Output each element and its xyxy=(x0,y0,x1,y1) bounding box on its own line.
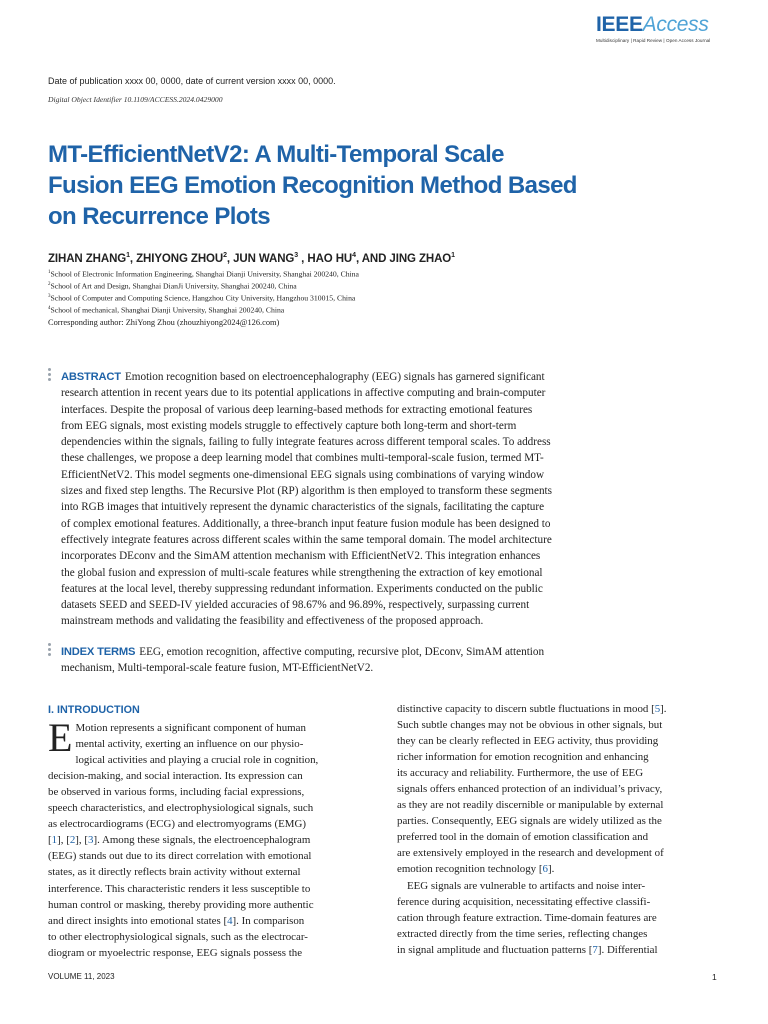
abstract-line xyxy=(61,434,629,450)
index-terms-line xyxy=(61,644,641,660)
abstract-line-text: the global fusion and expression of multi-scale features while strengthening the extraction of key emotional xyxy=(61,566,543,579)
body-line: in signal amplitude and fluctuation patterns [7]. Differential xyxy=(397,943,658,956)
affiliation-sup: 2 xyxy=(48,282,51,288)
corresponding-author: Corresponding author: ZhiYong Zhou (zhouzhiyong2024@126.com) xyxy=(48,318,280,327)
abstract-line xyxy=(61,548,629,564)
abstract-line-text: of complex emotional features. Additionally, a three-branch input feature fusion module has been designed to xyxy=(61,517,551,530)
citation-link[interactable]: 6 xyxy=(542,863,548,876)
citation-link[interactable]: 2 xyxy=(69,834,76,847)
abstract-line xyxy=(61,385,629,401)
body-line: cation through feature extraction. Time-domain features are xyxy=(397,911,657,924)
abstract-line-text: research attention in recent years due to its potential applications in affective computing and brain-computer xyxy=(61,387,546,400)
body-line: are extensively employed in the research and development of xyxy=(397,847,664,860)
abstract-line xyxy=(61,613,629,629)
author-separator: , AND xyxy=(355,252,390,265)
body-line: decision-making, and social interaction. Its expression can xyxy=(48,770,303,783)
doi: Digital Object Identifier 10.1109/ACCESS.2024.0429000 xyxy=(48,95,223,104)
abstract-line xyxy=(61,597,629,613)
abstract-dots-icon xyxy=(48,368,52,383)
right-column xyxy=(397,701,719,958)
abstract-line-text: interfaces. Despite the proposal of various deep learning-based methods for extracting emotional features xyxy=(61,403,533,416)
drop-cap: E xyxy=(48,715,73,761)
logo-tagline: Multidisciplinary | Rapid Review | Open Access Journal xyxy=(596,38,711,43)
body-line: richer information for emotion recognition and enhancing xyxy=(397,751,649,764)
author-sup: 2 xyxy=(223,252,227,259)
author-name: ZHIYONG ZHOU xyxy=(136,252,224,265)
index-terms-line-text: EEG, emotion recognition, affective computing, recursive plot, DEconv, SimAM attention xyxy=(139,646,545,658)
affiliation-text: School of Electronic Information Engineering, Shanghai Dianji University, Shanghai 200240, China xyxy=(50,269,359,279)
body-line: Such subtle changes may not be obvious in other signals, but xyxy=(397,719,663,732)
author-list xyxy=(48,252,455,265)
body-line: distinctive capacity to discern subtle fluctuations in mood [5]. xyxy=(397,703,667,715)
index-terms-line xyxy=(61,660,641,676)
abstract-line xyxy=(61,532,629,548)
title-line: on Recurrence Plots xyxy=(48,203,271,230)
citation-link[interactable]: 5 xyxy=(654,703,661,715)
abstract-line-text: EfficientNetV2. This model segments one-dimensional EEG signals using combinations of varying window xyxy=(61,468,545,481)
author-sup: 1 xyxy=(451,252,455,259)
abstract-line xyxy=(61,565,629,581)
affiliation xyxy=(48,268,359,280)
body-line: logical activities and playing a crucial role in cognition, xyxy=(75,754,319,767)
footer-volume: VOLUME 11, 2023 xyxy=(48,972,115,981)
right-column-text xyxy=(397,701,719,958)
author-name: HAO HU xyxy=(307,252,353,265)
affiliation-sup: 1 xyxy=(48,270,51,275)
body-line: (EEG) stands out due to its direct correlation with emotional xyxy=(48,850,312,863)
author-name: ZIHAN ZHANG xyxy=(48,252,127,265)
body-line: human control or masking, thereby providing more authentic xyxy=(48,898,314,911)
author-separator: , xyxy=(129,252,137,265)
abstract-line-text: sizes and fixed step lengths. The Recursive Plot (RP) algorithm is then employed to transform these segments xyxy=(61,485,553,498)
body-line: they can be clearly reflected in EEG activity, thus providing xyxy=(397,735,659,748)
index-terms-line-text: mechanism, Multi-temporal-scale feature fusion, MT-EfficientNetV2. xyxy=(61,662,374,675)
abstract-line xyxy=(61,418,629,434)
publication-date: Date of publication xxxx 00, 0000, date of current version xxxx 00, 0000. xyxy=(48,76,336,86)
abstract-line xyxy=(61,467,629,483)
logo-ieee: IEEE xyxy=(596,13,643,36)
author-sup: 1 xyxy=(126,252,130,259)
citation-link[interactable]: 3 xyxy=(88,834,94,847)
title-line: Fusion EEG Emotion Recognition Method Based xyxy=(48,172,577,199)
abstract-line-text: Emotion recognition based on electroencephalography (EEG) signals has garnered significant xyxy=(124,371,545,383)
body-line: as electrocardiograms (ECG) and electromyograms (EMG) xyxy=(48,818,306,831)
body-line: to other electrophysiological signals, such as the electrocar- xyxy=(48,930,308,943)
abstract-line xyxy=(61,499,629,515)
author-sup: 3 xyxy=(294,252,299,259)
paper-title xyxy=(48,139,668,232)
affiliation-sup: 4 xyxy=(48,306,51,312)
abstract-line xyxy=(61,581,629,597)
citation-link[interactable]: 1 xyxy=(51,834,58,847)
body-line: mental activity, exerting an influence on our physio- xyxy=(75,738,304,751)
body-line: and direct insights into emotional states [4]. In comparison xyxy=(48,914,305,927)
body-line: as they are not readily discernible or manipulable by external xyxy=(397,799,664,812)
abstract-line-text: from EEG signals, most existing models struggle to effectively capture both long-term and short-term xyxy=(61,419,517,432)
author-separator: , xyxy=(226,252,234,265)
abstract-label: ABSTRACT xyxy=(61,371,121,383)
affiliation xyxy=(48,280,359,292)
affiliation xyxy=(48,292,359,304)
abstract-line xyxy=(61,369,629,385)
body-line: Motion represents a significant component of human xyxy=(75,722,306,735)
author-sup: 4 xyxy=(352,252,356,259)
abstract-line xyxy=(61,402,629,418)
body-line: EEG signals are vulnerable to artifacts and noise inter- xyxy=(407,879,646,892)
body-line: [1], [2], [3]. Among these signals, the electroencephalogram xyxy=(48,834,311,847)
body-line: speech characteristics, and electrophysiological signals, such xyxy=(48,802,314,815)
author-name: JUN WANG xyxy=(233,252,295,265)
body-line: diogram or myoelectric response, EEG signals possess the xyxy=(48,946,303,959)
logo-access: Access xyxy=(642,13,709,36)
abstract-line-text: features at the local level, thereby suppressing redundant information. Experiments conducted on the public xyxy=(61,582,543,595)
body-line: be observed in various forms, including facial expressions, xyxy=(48,786,305,799)
abstract-line-text: datasets SEED and SEED-IV yielded accuracies of 98.67% and 96.89%, respectively, surpassing current xyxy=(61,599,530,612)
abstract-line xyxy=(61,516,629,532)
abstract-line xyxy=(61,483,629,499)
left-column xyxy=(48,702,370,961)
index-terms xyxy=(61,644,641,677)
body-line: emotion recognition technology [6]. xyxy=(397,863,555,876)
citation-link[interactable]: 4 xyxy=(227,914,233,927)
abstract-line-text: dependencies within the signals, failing to fully integrate features across different temporal scales. To address xyxy=(61,436,551,449)
left-column-text xyxy=(48,715,370,961)
body-line: its accuracy and reliability. Furthermore, the use of EEG xyxy=(397,767,644,780)
affiliation-text: School of Art and Design, Shanghai DianJi University, Shanghai 200240, China xyxy=(50,281,297,291)
body-line: extracted directly from the time series, reflecting changes xyxy=(397,927,648,940)
author-separator: , xyxy=(298,252,308,265)
abstract-line-text: incorporates DEconv and the SimAM attention mechanism with EfficientNetV2. This integration enhances xyxy=(61,550,541,563)
title-line: MT-EfficientNetV2: A Multi-Temporal Scale xyxy=(48,141,504,168)
abstract-line-text: effectively integrate features across different scales within the same temporal domain. The model architecture xyxy=(61,533,552,546)
body-line: preferred tool in the domain of emotion classification and xyxy=(397,831,649,844)
author-name: JING ZHAO xyxy=(389,252,452,265)
affiliation-text: School of Computer and Computing Science, Hangzhou City University, Hangzhou 310015, China xyxy=(50,293,356,303)
abstract-line-text: mainstream methods and validating the feasibility and effectiveness of the proposed approach. xyxy=(61,615,484,628)
affiliation-text: School of mechanical, Shanghai Dianji University, Shanghai 200240, China xyxy=(50,305,285,315)
citation-link[interactable]: 7 xyxy=(592,943,598,956)
body-line: signals offers enhanced protection of an individual’s privacy, xyxy=(397,783,663,796)
body-line: parties. Consequently, EEG signals are widely utilized as the xyxy=(397,815,662,828)
body-line: states, as it directly reflects brain activity without external xyxy=(48,866,301,879)
affiliation-sup: 3 xyxy=(48,294,51,300)
index-terms-label: INDEX TERMS xyxy=(61,646,136,658)
section-heading: I. INTRODUCTION xyxy=(48,704,140,716)
affiliation xyxy=(48,304,359,316)
body-line: interference. This characteristic renders it less susceptible to xyxy=(48,882,311,895)
affiliations xyxy=(48,268,359,316)
abstract-line xyxy=(61,450,629,466)
body-line: ference during acquisition, necessitating effective classifi- xyxy=(397,895,651,908)
abstract-line-text: into RGB images that intuitively represent the dynamic characteristics of the signals, facilitating the capture xyxy=(61,501,545,514)
abstract-line-text: these challenges, we propose a deep learning model that combines multi-temporal-scale fusion, termed MT- xyxy=(61,452,544,465)
journal-logo xyxy=(596,14,716,43)
footer-page-number: 1 xyxy=(712,972,717,982)
index-terms-dots-icon xyxy=(48,643,52,658)
abstract xyxy=(61,369,629,630)
